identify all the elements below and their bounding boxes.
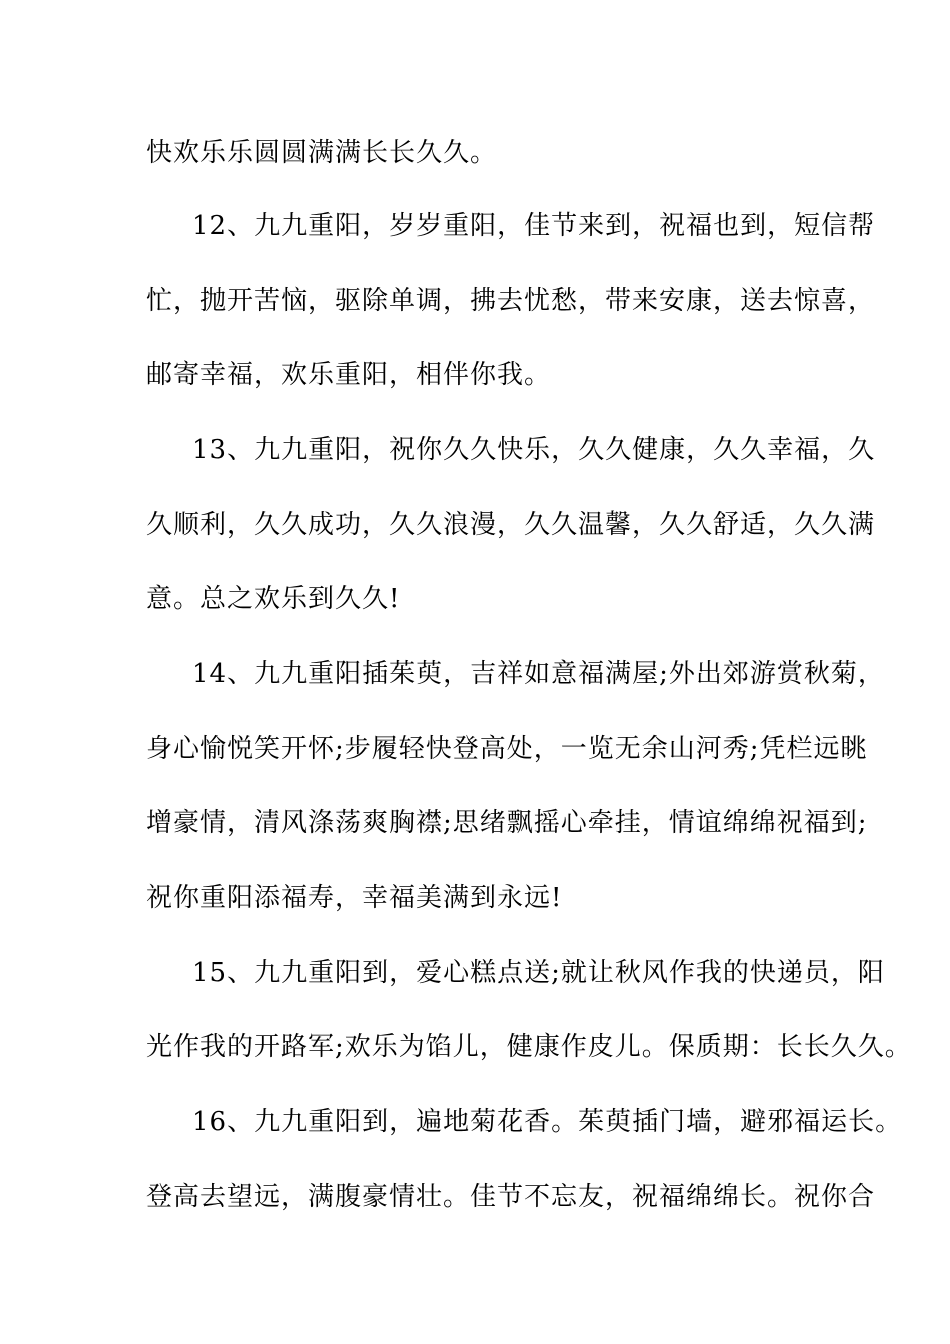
text-line: 邮寄幸福，欢乐重阳，相伴你我。 [146, 360, 552, 390]
text-line: 意。总之欢乐到久久! [146, 584, 401, 614]
text-line: 身心愉悦笑开怀;步履轻快登高处，一览无余山河秀;凭栏远眺 [146, 734, 868, 764]
text-line: 祝你重阳添福寿，幸福美满到永远! [146, 883, 563, 913]
text-line: 13、九九重阳，祝你久久快乐，久久健康，久久幸福，久 [192, 435, 876, 465]
text-line: 16、九九重阳到，遍地菊花香。茱萸插门墙，避邪福运长。 [192, 1107, 903, 1137]
text-line: 12、九九重阳，岁岁重阳，佳节来到，祝福也到，短信帮 [192, 211, 876, 241]
text-line: 登高去望远，满腹豪情壮。佳节不忘友，祝福绵绵长。祝你合 [146, 1182, 876, 1212]
text-line: 光作我的开路军;欢乐为馅儿，健康作皮儿。保质期：长长久久。 [146, 1032, 912, 1062]
text-line: 忙，抛开苦恼，驱除单调，拂去忧愁，带来安康，送去惊喜， [146, 286, 876, 316]
text-line: 久顺利，久久成功，久久浪漫，久久温馨，久久舒适，久久满 [146, 510, 876, 540]
text-line: 15、九九重阳到，爱心糕点送;就让秋风作我的快递员，阳 [192, 958, 885, 988]
text-line: 快欢乐乐圆圆满满长长久久。 [146, 138, 498, 168]
text-line: 14、九九重阳插茱萸，吉祥如意福满屋;外出郊游赏秋菊， [192, 659, 885, 689]
text-line: 增豪情，清风涤荡爽胸襟;思绪飘摇心牵挂，情谊绵绵祝福到; [146, 808, 868, 838]
